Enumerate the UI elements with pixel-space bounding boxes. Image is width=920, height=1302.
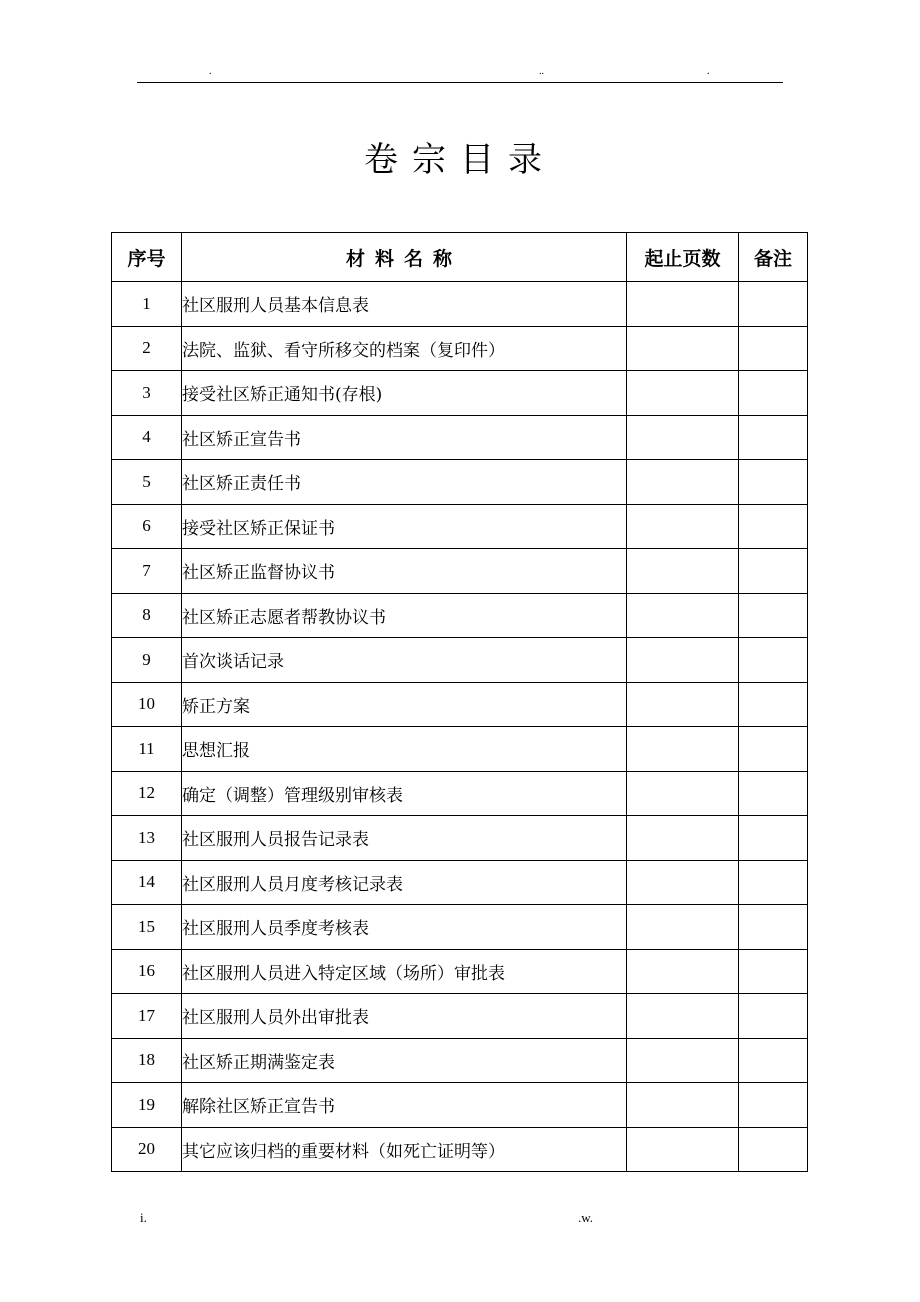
material-name: 社区服刑人员基本信息表 — [182, 282, 627, 327]
note-cell — [739, 549, 808, 594]
note-cell — [739, 415, 808, 460]
catalog-table — [111, 232, 808, 1172]
row-number: 19 — [112, 1083, 182, 1128]
table-header-row — [112, 233, 808, 282]
row-number: 10 — [112, 682, 182, 727]
table-row — [112, 549, 808, 594]
table-row — [112, 371, 808, 416]
material-name: 社区服刑人员进入特定区域（场所）审批表 — [182, 949, 627, 994]
page-range-cell — [627, 282, 739, 327]
page-range-cell — [627, 1127, 739, 1172]
page-range-cell — [627, 371, 739, 416]
material-name: 解除社区矫正宣告书 — [182, 1083, 627, 1128]
note-cell — [739, 905, 808, 950]
note-cell — [739, 638, 808, 683]
material-name: 首次谈话记录 — [182, 638, 627, 683]
row-number: 1 — [112, 282, 182, 327]
note-cell — [739, 504, 808, 549]
page-range-cell — [627, 949, 739, 994]
table-row — [112, 905, 808, 950]
page-range-cell — [627, 638, 739, 683]
row-number: 9 — [112, 638, 182, 683]
material-name: 社区矫正监督协议书 — [182, 549, 627, 594]
note-cell — [739, 1083, 808, 1128]
row-number: 12 — [112, 771, 182, 816]
page-title: 卷宗目录 — [364, 140, 556, 180]
page-range-cell — [627, 727, 739, 772]
header-rule — [137, 82, 783, 83]
note-cell — [739, 860, 808, 905]
row-number: 4 — [112, 415, 182, 460]
page-range-cell — [627, 460, 739, 505]
page-range-cell — [627, 682, 739, 727]
table-row — [112, 860, 808, 905]
row-number: 20 — [112, 1127, 182, 1172]
page-range-cell — [627, 816, 739, 861]
note-cell — [739, 994, 808, 1039]
header-dot: . — [707, 66, 710, 77]
material-name: 社区矫正期满鉴定表 — [182, 1038, 627, 1083]
page-range-cell — [627, 415, 739, 460]
note-cell — [739, 282, 808, 327]
table-row — [112, 771, 808, 816]
note-cell — [739, 1127, 808, 1172]
row-number: 13 — [112, 816, 182, 861]
page-range-cell — [627, 1038, 739, 1083]
page-range-cell — [627, 905, 739, 950]
page-range-cell — [627, 549, 739, 594]
footer-left: i. — [140, 1210, 147, 1225]
row-number: 8 — [112, 593, 182, 638]
row-number: 5 — [112, 460, 182, 505]
note-cell — [739, 682, 808, 727]
note-cell — [739, 727, 808, 772]
note-cell — [739, 326, 808, 371]
page-range-cell — [627, 771, 739, 816]
row-number: 16 — [112, 949, 182, 994]
page-range-cell — [627, 593, 739, 638]
table-row — [112, 638, 808, 683]
table-row — [112, 282, 808, 327]
footer-right: .w. — [578, 1210, 594, 1225]
page-range-cell — [627, 326, 739, 371]
header-dot: . — [209, 66, 212, 77]
page-range-cell — [627, 994, 739, 1039]
table-row — [112, 460, 808, 505]
note-cell — [739, 1038, 808, 1083]
table-row — [112, 415, 808, 460]
material-name: 矫正方案 — [182, 682, 627, 727]
column-header-no: 序号 — [112, 233, 182, 282]
material-name: 社区矫正志愿者帮教协议书 — [182, 593, 627, 638]
note-cell — [739, 593, 808, 638]
row-number: 14 — [112, 860, 182, 905]
note-cell — [739, 460, 808, 505]
material-name: 思想汇报 — [182, 727, 627, 772]
table-row — [112, 816, 808, 861]
material-name: 社区服刑人员月度考核记录表 — [182, 860, 627, 905]
note-cell — [739, 771, 808, 816]
table-row — [112, 326, 808, 371]
material-name: 社区服刑人员外出审批表 — [182, 994, 627, 1039]
table-row — [112, 1127, 808, 1172]
row-number: 3 — [112, 371, 182, 416]
material-name: 社区矫正宣告书 — [182, 415, 627, 460]
material-name: 接受社区矫正保证书 — [182, 504, 627, 549]
page-range-cell — [627, 860, 739, 905]
row-number: 2 — [112, 326, 182, 371]
page-range-cell — [627, 1083, 739, 1128]
table-row — [112, 949, 808, 994]
table-row — [112, 504, 808, 549]
note-cell — [739, 371, 808, 416]
material-name: 社区矫正责任书 — [182, 460, 627, 505]
table-row — [112, 1038, 808, 1083]
material-name: 接受社区矫正通知书(存根) — [182, 371, 627, 416]
table-row — [112, 593, 808, 638]
column-header-name: 材料名称 — [182, 233, 627, 282]
row-number: 6 — [112, 504, 182, 549]
row-number: 17 — [112, 994, 182, 1039]
header-dot: .. — [539, 66, 544, 77]
column-header-note: 备注 — [739, 233, 808, 282]
material-name: 社区服刑人员报告记录表 — [182, 816, 627, 861]
row-number: 18 — [112, 1038, 182, 1083]
table-row — [112, 994, 808, 1039]
table-row — [112, 727, 808, 772]
table-row — [112, 682, 808, 727]
page-range-cell — [627, 504, 739, 549]
row-number: 15 — [112, 905, 182, 950]
column-header-pages: 起止页数 — [627, 233, 739, 282]
row-number: 11 — [112, 727, 182, 772]
material-name: 社区服刑人员季度考核表 — [182, 905, 627, 950]
note-cell — [739, 816, 808, 861]
material-name: 确定（调整）管理级别审核表 — [182, 771, 627, 816]
material-name: 法院、监狱、看守所移交的档案（复印件） — [182, 326, 627, 371]
note-cell — [739, 949, 808, 994]
table-row — [112, 1083, 808, 1128]
row-number: 7 — [112, 549, 182, 594]
material-name: 其它应该归档的重要材料（如死亡证明等） — [182, 1127, 627, 1172]
